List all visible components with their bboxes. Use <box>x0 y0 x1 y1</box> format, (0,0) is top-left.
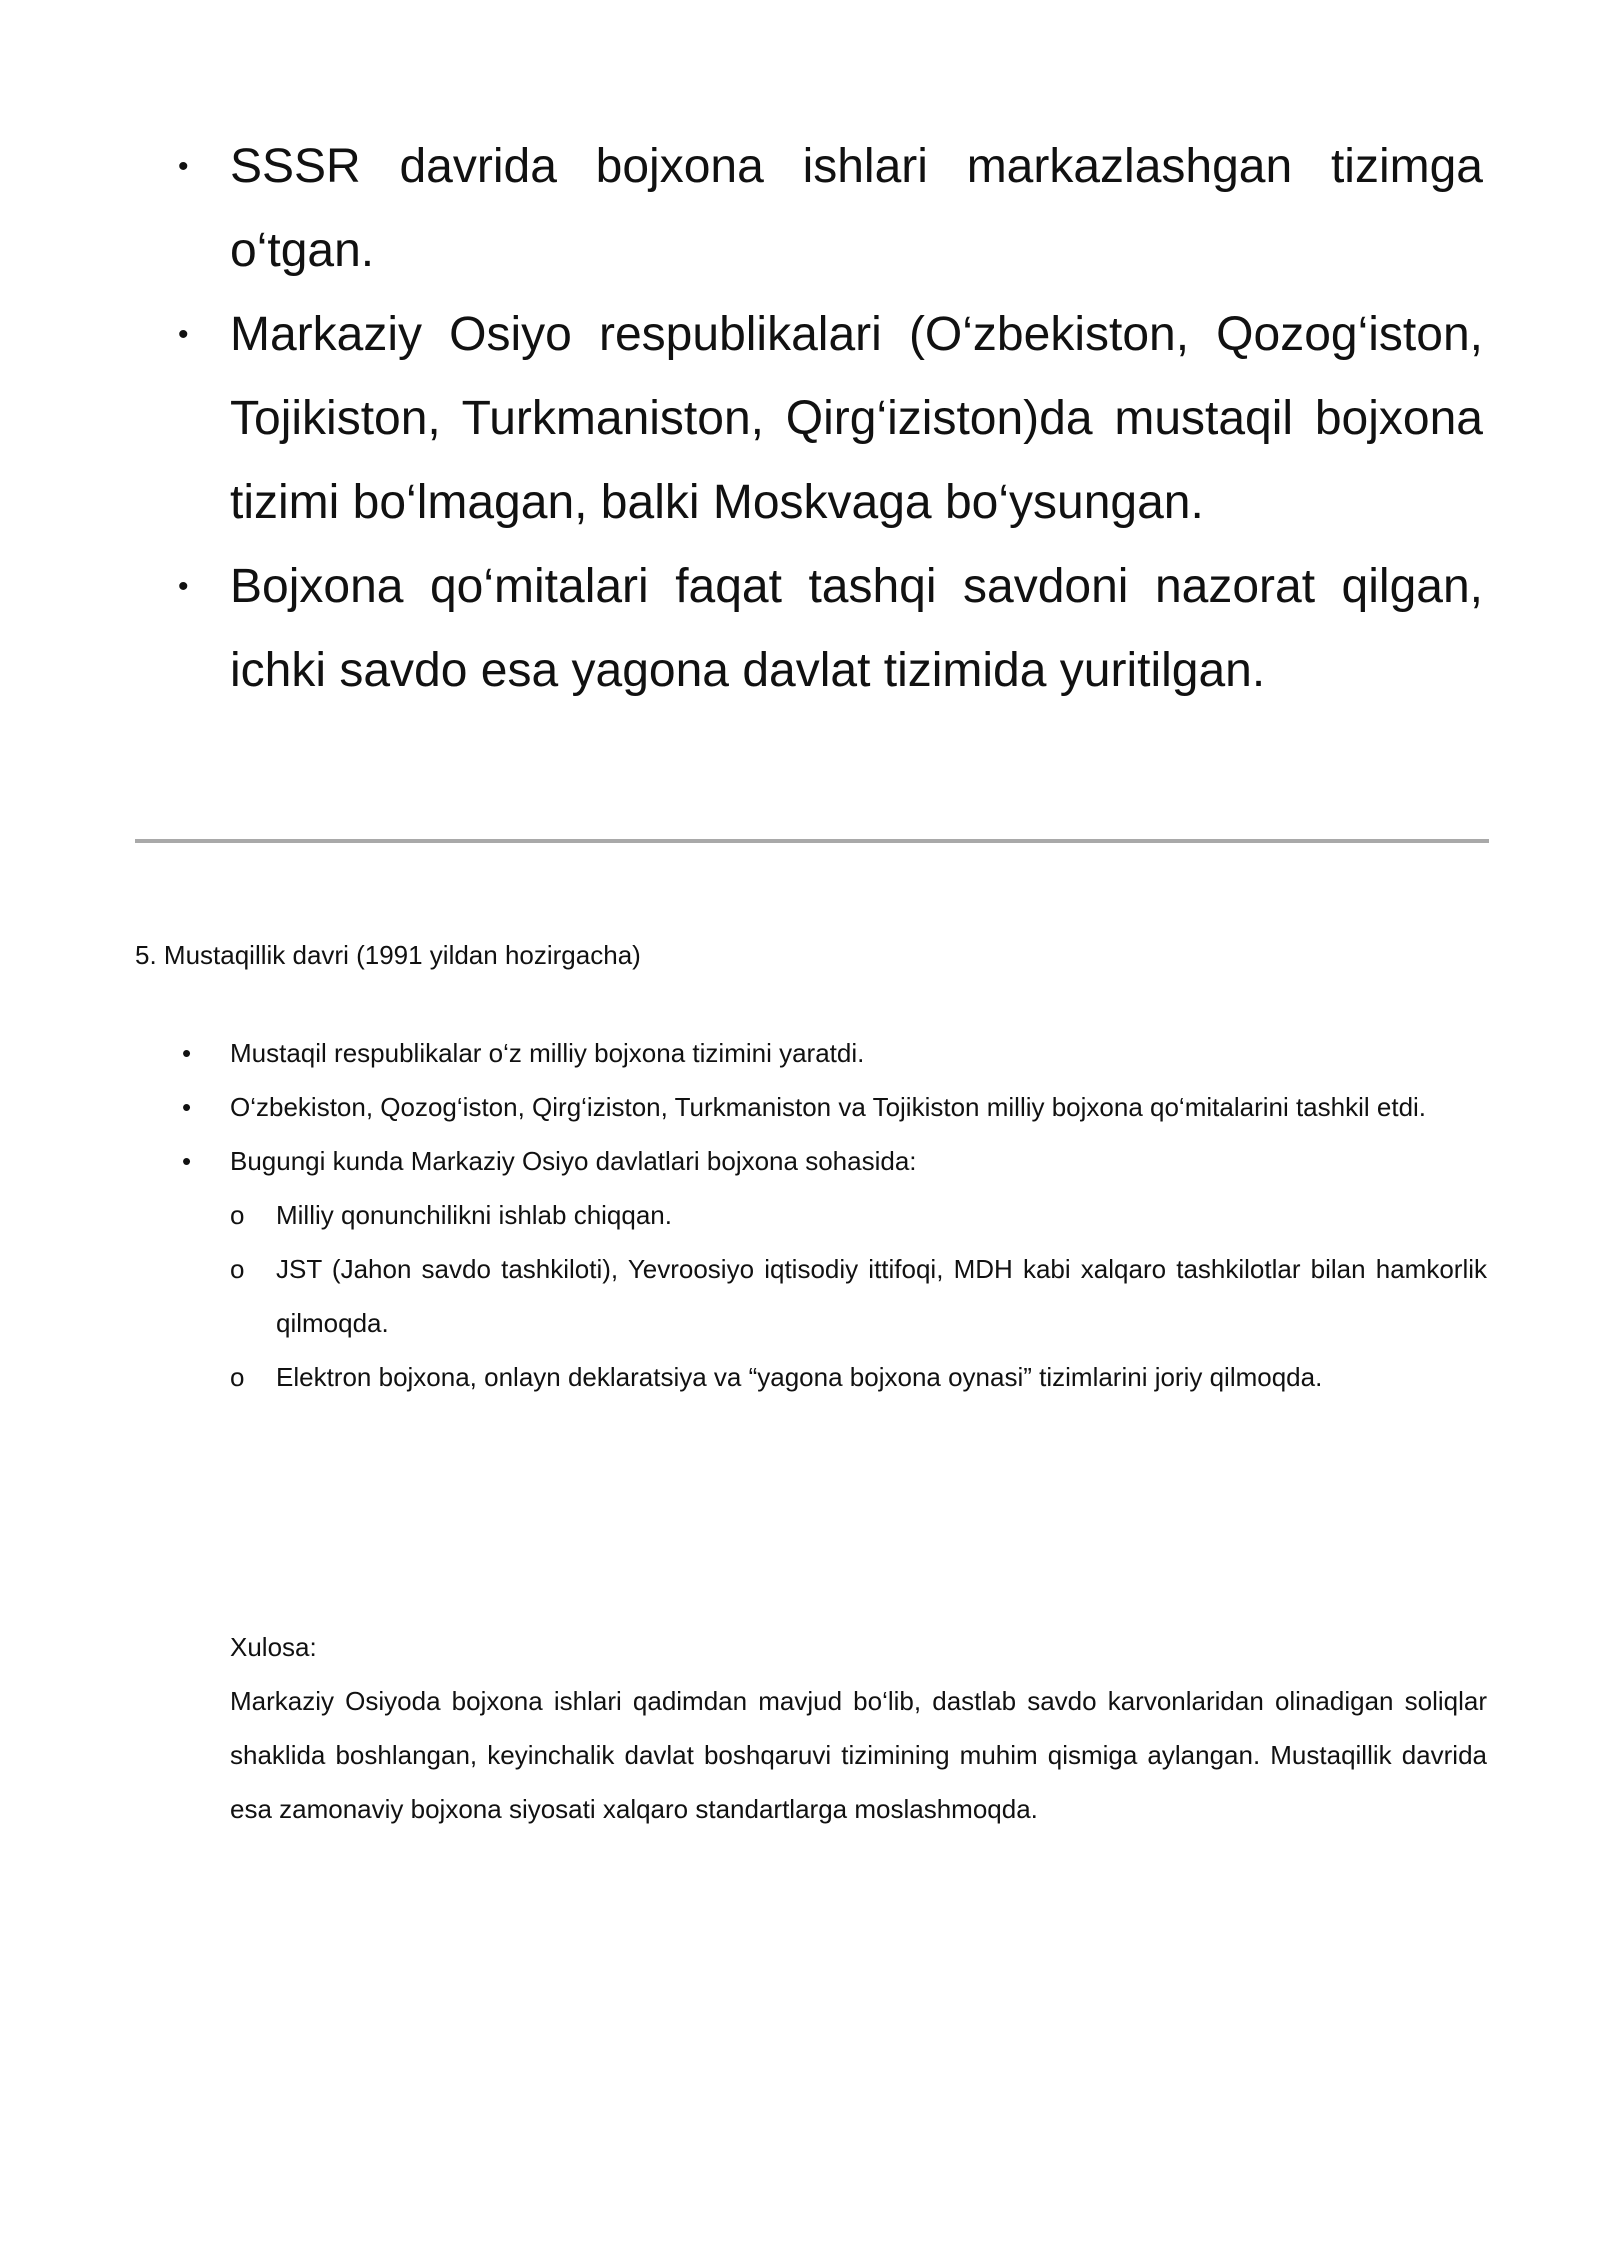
list-item-text: Mustaqil respublikalar o‘z milliy bojxona tizimini yaratdi. <box>230 1038 865 1068</box>
circle-bullet-icon: o <box>230 1200 245 1230</box>
list-item-text: Markaziy Osiyo respublikalari (O‘zbekiston, Qozog‘iston, Tojikiston, Turkmaniston, Qirg‘iziston)da mustaqil bojxona tizimi bo‘lmagan, balki Moskvaga bo‘ysungan. <box>230 308 1483 529</box>
list-item <box>178 1080 1487 1134</box>
sub-list-item-text: Milliy qonunchilikni ishlab chiqqan. <box>276 1200 672 1230</box>
conclusion-label: Xulosa: <box>230 1632 317 1662</box>
bullet-icon: • <box>178 150 189 183</box>
bullet-icon: • <box>178 318 189 351</box>
sub-list <box>178 1188 1487 1404</box>
list-item <box>178 293 1483 545</box>
conclusion-text: Markaziy Osiyoda bojxona ishlari qadimdan mavjud bo‘lib, dastlab savdo karvonlaridan olinadigan soliqlar shaklida boshlangan, keyinchalik davlat boshqaruvi tizimining muhim qismiga aylangan. Mustaqillik davrida esa zamonaviy bojxona siyosati xalqaro standartlarga moslashmoqda. <box>230 1686 1487 1824</box>
list-item <box>178 1134 1487 1188</box>
list-item-text: O‘zbekiston, Qozog‘iston, Qirg‘iziston, Turkmaniston va Tojikiston milliy bojxona qo‘mitalarini tashkil etdi. <box>230 1092 1427 1122</box>
conclusion-block <box>230 1620 1487 1836</box>
list-item <box>178 1026 1487 1080</box>
sub-list-item <box>178 1242 1487 1350</box>
sub-list-item <box>178 1350 1487 1404</box>
list-item-text: Bugungi kunda Markaziy Osiyo davlatlari bojxona sohasida: <box>230 1146 917 1176</box>
circle-bullet-icon: o <box>230 1362 245 1392</box>
bullet-icon: • <box>182 1146 192 1176</box>
list-item <box>178 125 1483 293</box>
list-item <box>178 545 1483 713</box>
sub-list-item <box>178 1188 1487 1242</box>
section-heading: 5. Mustaqillik davri (1991 yildan hozirgacha) <box>135 940 641 970</box>
sub-list-item-text: Elektron bojxona, onlayn deklaratsiya va “yagona bojxona oynasi” tizimlarini joriy qilmoqda. <box>276 1362 1323 1392</box>
bullet-icon: • <box>182 1038 192 1068</box>
sub-list-container <box>178 1188 1487 1404</box>
sub-list-item-text: JST (Jahon savdo tashkiloti), Yevroosiyo iqtisodiy ittifoqi, MDH kabi xalqaro tashkilotlar bilan hamkorlik qilmoqda. <box>276 1254 1487 1338</box>
horizontal-divider <box>135 839 1489 843</box>
bullet-icon: • <box>178 570 189 603</box>
circle-bullet-icon: o <box>230 1254 245 1284</box>
list-item-text: SSSR davrida bojxona ishlari markazlashgan tizimga o‘tgan. <box>230 140 1483 277</box>
bullet-icon: • <box>182 1092 192 1122</box>
soviet-period-list <box>178 125 1483 713</box>
list-item-text: Bojxona qo‘mitalari faqat tashqi savdoni nazorat qilgan, ichki savdo esa yagona davlat tizimida yuritilgan. <box>230 560 1483 697</box>
independence-period-list <box>178 1026 1487 1404</box>
